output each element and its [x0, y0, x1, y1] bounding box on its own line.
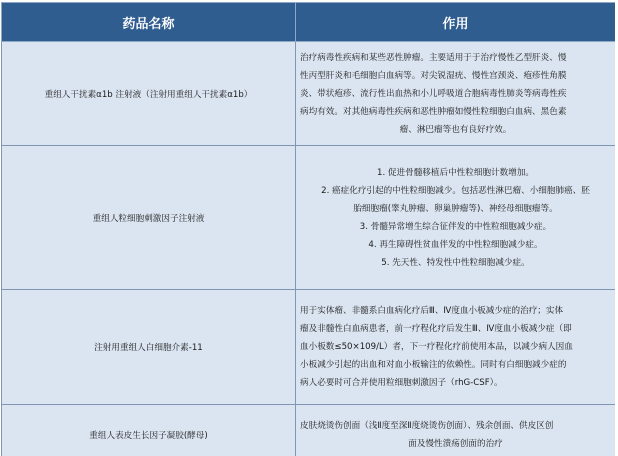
drug-name-cell: 重组人表皮生长因子凝胶(酵母) — [2, 405, 296, 456]
header-row — [2, 3, 616, 42]
drug-name-cell: 重组人粒细胞刺激因子注射液 — [2, 146, 296, 290]
drug-table — [1, 2, 615, 456]
usage-line: 皮肤烧烫伤创面（浅Ⅱ度至深Ⅱ度烧烫伤创面）、残余创面、供皮区创 — [300, 420, 554, 431]
header-effect: 作用 — [296, 3, 616, 42]
drug-usage-cell — [296, 42, 616, 146]
table-body — [2, 42, 616, 456]
drug-name-cell: 注射用重组人白细胞介素-11 — [2, 290, 296, 405]
document-sheet — [1, 2, 615, 456]
usage-line: 病人必要时可合并使用粒细胞刺激因子（rhG-CSF）。 — [300, 378, 503, 388]
usage-line: 小板减少引起的出血和对血小板输注的依赖性。同时有白细胞减少症的 — [300, 360, 567, 370]
drug-name-cell: 重组人干扰素α1b 注射液（注射用重组人干扰素α1b） — [2, 42, 296, 146]
table-row — [2, 42, 616, 146]
usage-line: 面及慢性溃疡创面的治疗 — [408, 438, 503, 449]
usage-line: 性丙型肝炎和毛细胞白血病等。对尖锐湿疣、慢性宫颈炎、疱疹性角膜 — [300, 70, 567, 81]
usage-line: 2. 癌症化疗引起的中性粒细胞减少。包括恶性淋巴瘤、小细胞肺癌、胚 — [321, 185, 590, 196]
drug-usage-cell — [296, 405, 616, 456]
usage-line: 瘤及非髓性白血病患者，前一疗程化疗后发生Ⅲ、Ⅳ度血小板减少症（即 — [300, 324, 572, 334]
usage-line: 3. 骨髓异常增生综合征伴发的中性粒细胞减少症。 — [359, 221, 552, 232]
table-row — [2, 290, 616, 405]
usage-line: 瘤、淋巴瘤等也有良好疗效。 — [399, 124, 512, 135]
usage-line: 血小板数≤50×109/L）者，下一疗程化疗前使用本品，以减少病人因血 — [300, 342, 573, 352]
header-drug-name: 药品名称 — [2, 3, 296, 42]
usage-line: 用于实体瘤、非髓系白血病化疗后Ⅲ、Ⅳ度血小板减少症的治疗；实体 — [300, 306, 564, 316]
drug-usage-cell — [296, 146, 616, 290]
usage-line: 1. 促进骨髓移植后中性粒细胞计数增加。 — [376, 167, 535, 178]
table-header — [2, 3, 616, 42]
usage-line: 病均有效。对其他病毒性疾病和恶性肿瘤如慢性粒细胞白血病、黑色素 — [300, 106, 567, 117]
drug-usage-cell — [296, 290, 616, 405]
usage-line: 治疗病毒性疾病和某些恶性肿瘤。主要适用于于治疗慢性乙型肝炎、慢 — [300, 52, 567, 63]
usage-line: 胎细胞瘤(睾丸肿瘤、卵巢肿瘤等)、神经母细胞瘤等。 — [353, 203, 558, 214]
usage-line: 5. 先天性、特发性中性粒细胞减少症。 — [381, 257, 530, 268]
usage-line: 4. 再生障碍性贫血伴发的中性粒细胞减少症。 — [368, 239, 543, 250]
table-row — [2, 405, 616, 456]
usage-line: 炎、带状疱疹、流行性出血热和小儿呼吸道合胞病毒性肺炎等病毒性疾 — [300, 88, 567, 99]
table-row — [2, 146, 616, 290]
